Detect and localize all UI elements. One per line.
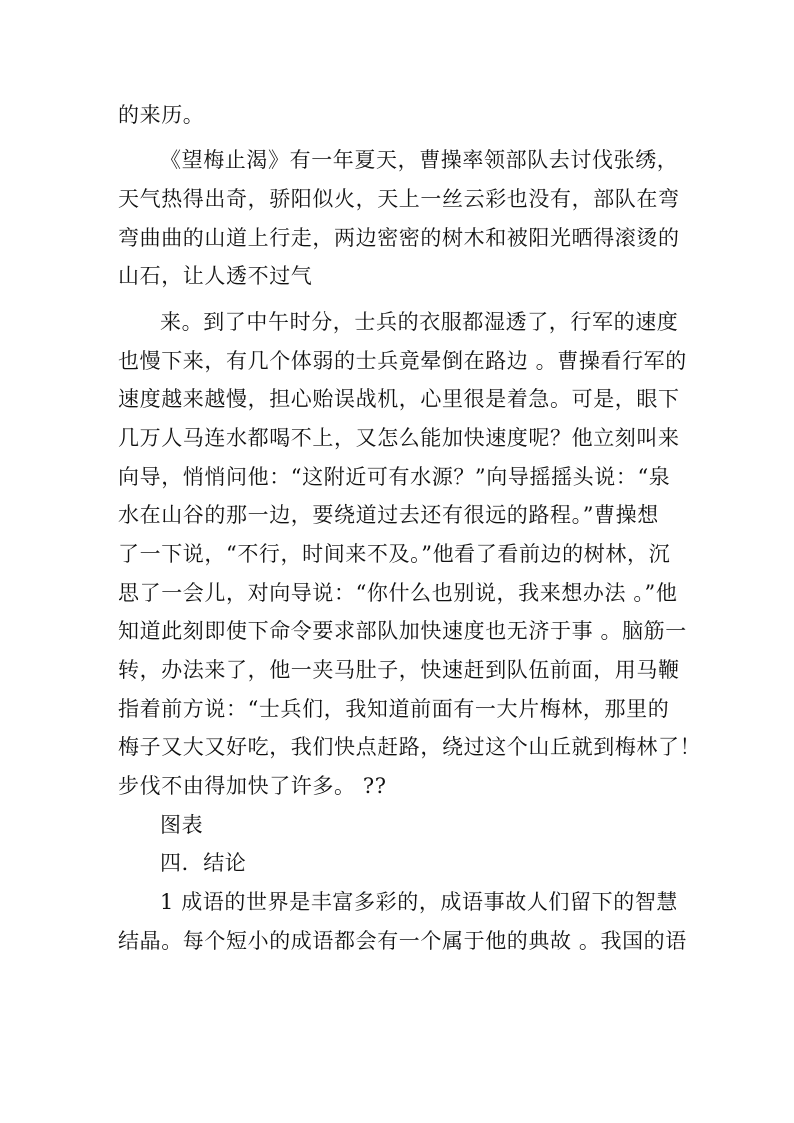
text-line-10: 向导，悄悄问他：“这附近可有水源？”向导摇摇头说：“泉 (118, 465, 671, 489)
text-line-3: 天气热得出奇，骄阳似火，天上一丝云彩也没有，部队在弯 (118, 187, 680, 211)
text-line-4: 弯曲曲的山道上行走，两边密密的树木和被阳光晒得滚烫的 (118, 226, 680, 250)
figure-placeholder-label: 图表 (160, 813, 204, 837)
text-line-6: 来。到了中午时分，士兵的衣服都湿透了，行军的速度 (160, 310, 679, 334)
section-heading-conclusion: 四．结论 (160, 851, 247, 875)
text-line-11: 水在山谷的那一边，要绕道过去还有很远的路程。”曹操想 (118, 503, 659, 527)
text-line-9: 几万人马连水都喝不上，又怎么能加快速度呢？他立刻叫来 (118, 426, 680, 450)
text-line-15: 转，办法来了，他一夹马肚子，快速赶到队伍前面，用马鞭 (118, 658, 680, 682)
text-line-21: 1 成语的世界是丰富多彩的，成语事故人们留下的智慧 (160, 890, 679, 914)
text-line-5: 山石，让人透不过气 (118, 264, 313, 288)
text-line-7: 也慢下来，有几个体弱的士兵竟晕倒在路边 。曹操看行军的 (118, 349, 687, 373)
text-line-18: 步伐不由得加快了许多。 ?? (118, 774, 387, 798)
text-line-2: 《望梅止渴》有一年夏天，曹操率领部队去讨伐张绣， (160, 148, 679, 172)
text-line-1: 的来历。 (118, 103, 205, 127)
text-line-16: 指着前方说：“士兵们，我知道前面有一大片梅林，那里的 (118, 697, 670, 721)
text-line-13: 思了一会儿，对向导说：“你什么也别说，我来想办法 。”他 (118, 581, 678, 605)
text-line-17: 梅子又大又好吃，我们快点赶路，绕过这个山丘就到梅林了！ (118, 735, 702, 759)
text-line-22: 结晶。每个短小的成语都会有一个属于他的典故 。我国的语 (118, 929, 687, 953)
text-line-12: 了一下说，“不行，时间来不及。”他看了看前边的树林，沉 (118, 542, 671, 566)
text-line-14: 知道此刻即使下命令要求部队加快速度也无济于事 。脑筋一 (118, 619, 687, 643)
text-line-8: 速度越来越慢，担心贻误战机，心里很是着急。可是，眼下 (118, 387, 680, 411)
